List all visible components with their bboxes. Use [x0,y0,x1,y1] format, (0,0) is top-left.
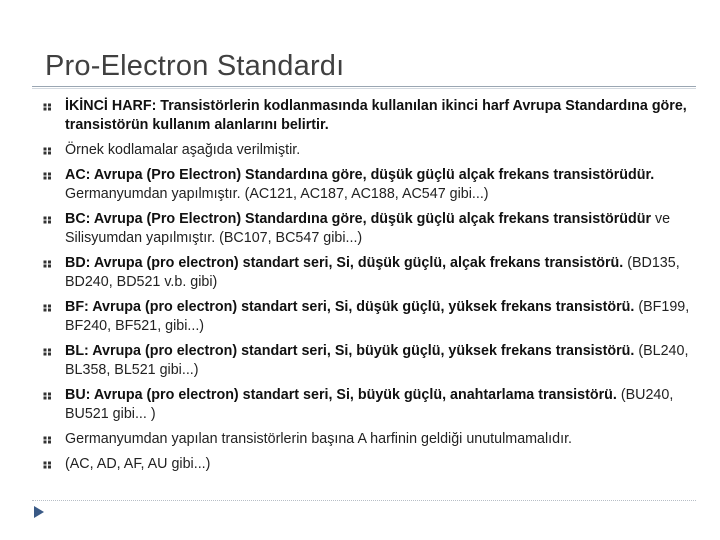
item-text: (AC, AD, AF, AU gibi...) [65,456,211,472]
item-bold-text: BC: Avrupa (Pro Electron) Standardına göre, düşük güçlü alçak frekans transistörüdür [65,211,652,227]
square-bullet-icon [43,392,52,400]
list-item [43,455,703,474]
list-item [43,97,703,135]
list-item [43,298,703,336]
list-item [43,430,703,449]
square-bullet-icon [43,260,52,268]
title-divider [32,86,696,87]
footer-divider [32,500,696,501]
item-text: Germanyumdan yapılmıştır. (AC121, AC187, AC188, AC547 gibi...) [65,186,489,202]
item-text: Germanyumdan yapılan transistörlerin başına A harfinin geldiği unutulmamalıdır. [65,431,573,447]
square-bullet-icon [43,304,52,312]
square-bullet-icon [43,461,52,469]
item-bold-text: İKİNCİ HARF: Transistörlerin kodlanmasında kullanılan ikinci harf Avrupa Standardına göre, transistörün kullanım alanlarını belirtir. [65,98,687,133]
list-item [43,210,703,248]
list-item [43,166,703,204]
item-bold-text: BD: Avrupa (pro electron) standart seri, Si, düşük güçlü, alçak frekans transistörü. [65,255,624,271]
next-slide-arrow-icon[interactable] [32,505,46,519]
title-divider-secondary [32,88,696,89]
item-text: Örnek kodlamalar aşağıda verilmiştir. [65,142,301,158]
item-text: (BU240, BU521 gibi... ) [65,387,674,422]
square-bullet-icon [43,147,52,155]
list-item [43,386,703,424]
square-bullet-icon [43,103,52,111]
item-text: (BL240, BL358, BL521 gibi...) [65,343,689,378]
square-bullet-icon [43,436,52,444]
item-bold-text: AC: Avrupa (Pro Electron) Standardına göre, düşük güçlü alçak frekans transistörüdür. [65,167,655,183]
list-item [43,254,703,292]
item-text: (BF199, BF240, BF521, gibi...) [65,299,690,334]
slide-title: Pro-Electron Standardı [45,50,345,82]
item-text: ve Silisyumdan yapılmıştır. (BC107, BC547 gibi...) [65,211,671,246]
item-bold-text: BL: Avrupa (pro electron) standart seri, Si, büyük güçlü, yüksek frekans transistörü. [65,343,635,359]
list-item [43,141,703,160]
square-bullet-icon [43,348,52,356]
item-bold-text: BF: Avrupa (pro electron) standart seri, Si, düşük güçlü, yüksek frekans transistörü. [65,299,635,315]
square-bullet-icon [43,216,52,224]
square-bullet-icon [43,172,52,180]
bullet-list [43,97,703,480]
list-item [43,342,703,380]
item-bold-text: BU: Avrupa (pro electron) standart seri, Si, büyük güçlü, anahtarlama transistörü. [65,387,617,403]
item-text: (BD135, BD240, BD521 v.b. gibi) [65,255,680,290]
